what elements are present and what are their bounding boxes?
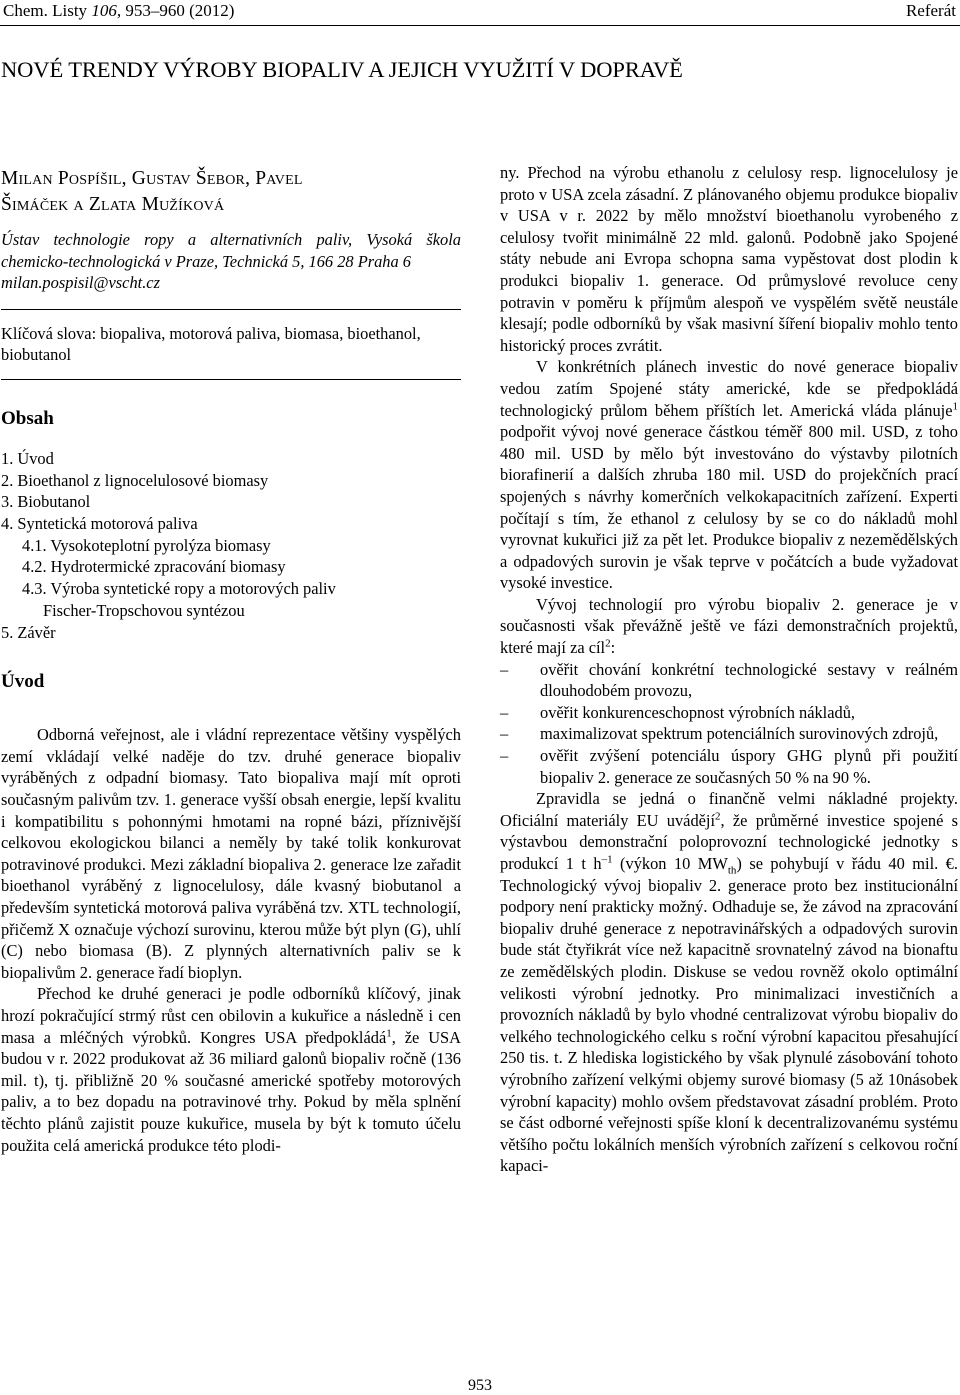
affiliation: [1, 229, 461, 294]
left-column: [1, 162, 461, 1156]
authors: [1, 166, 461, 218]
citation-ref[interactable]: 1: [386, 1027, 392, 1040]
section-heading-uvod: Úvod: [1, 671, 45, 693]
toc-subitem[interactable]: 4.3. Výroba syntetické ropy a motorových paliv: [22, 579, 336, 599]
right-paragraph-4: Zpravidla se jedná o finančně velmi nákladné projekty. Oficiální materiály EU uvádějí$^2$, že průměrné investice spojené s výstavbou demonstrační poloprovozní technologické jednotky s produkcí 1 t $h^{-1}$ (výkon 10 $MW_{th}$) se pohybují v řádu 40 mil. €. Technologický vývoj biopaliv 2. generace proto bez institucionální podpory není prakticky možný. Odhaduje se, že závod na zpracování biopaliv druhé generace z nepotravinářských a odpadových surovin bude stát čtyřikrát více než kapacitně srovnatelný závod na bionaftu ze zemědělských plodin. Diskuse se vedou rovněž okolo optimální velikosti výrobní jednotky. Pro minimalizaci investičních a provozních nákladů by bylo vhodné centralizovat výrobu biopaliv do velkého technologického celku s roční výrobní kapacitou přesahující 250 tis. t. Z hlediska logistického by však plynulé zásobování tohoto výrobního zařízení velkými objemy surové biomasy (5 až 10násobek výrobní kapacity) mohlo ovšem představovat zásadní problém. Proto se část odborné veřejnosti spíše kloní k decentralizovanému systému většího počtu lokálních menších výrobních zařízení s celkovou roční kapaci-: [500, 789, 959, 1176]
author-email[interactable]: milan.pospisil@vscht.cz: [1, 273, 160, 293]
toc-item[interactable]: 3. Biobutanol: [1, 492, 91, 512]
list-item: – maximalizovat spektrum potenciálních surovinových zdrojů,: [500, 723, 958, 745]
unit-subscript: th: [727, 864, 737, 877]
unit-exponent: –1: [601, 853, 613, 866]
affiliation-text: Ústav technologie ropy a alternativních paliv, Vysoká škola chemicko-technologická v Praze, Technická 5, 166 28 Praha 6: [1, 230, 461, 271]
toc-item[interactable]: 5. Závěr: [1, 622, 56, 642]
intro-body: [1, 724, 461, 1156]
intro-paragraph-2: Přechod ke druhé generaci je podle odborníků klíčový, jinak hrozí pokračující strmý růst cen obilovin a kukuřice a následně i cen masa a mléčných výrobků. Kongres USA předpokládá$^1$, že USA budou v r. 2022 produkovat až 36 miliard galonů biopaliv ročně (136 mil. t), tj. přibližně 20 % současné americké spotřeby motorových paliv, a to bez dopadu na potravinové trhy. Pokud by měla splnění těchto plánů zajistit pouze kukuřice, musela by být k tomuto účelu použita celá americká produkce této plodi-: [1, 984, 461, 1155]
keywords: Klíčová slova: biopaliva, motorová paliva, biomasa, bioethanol, biobutanol: [1, 323, 421, 365]
article-title: NOVÉ TRENDY VÝROBY BIOPALIV A JEJICH VYUŽITÍ V DOPRAVĚ: [1, 57, 683, 82]
toc-subitem[interactable]: 4.2. Hydrotermické zpracování biomasy: [22, 557, 286, 577]
toc-heading: Obsah: [1, 407, 54, 429]
citation-ref[interactable]: 2: [715, 810, 721, 823]
right-paragraph-3: Vývoj technologií pro výrobu biopaliv 2. generace je v současnosti však převážně ještě ve fázi demonstračních projektů, které mají za cíl$^2$:: [500, 594, 958, 658]
keywords-rule-bottom: [1, 379, 461, 380]
citation-ref[interactable]: 1: [952, 400, 958, 413]
authors-line-1: Milan Pospíšil, Gustav Šebor, Pavel: [1, 168, 303, 189]
keywords-rule-top: [1, 309, 461, 310]
right-paragraph-2: V konkrétních plánech investic do nové generace biopaliv vedou zatím Spojené státy americké, kde se předpokládá technologický průlom během příštích let. Americká vláda plánuje$^1$ podpořit vývoj nové generace částkou téměř 800 mil. USD, z toho 480 mil. USD by mělo být investováno do výstavby pilotních biorafinerií a dalších zhruba 180 mil. USD do projekčních prací spojených s návrhy komerčních velkokapacitních zařízení. Experti počítají s tím, že ethanol z celulosy by se co do nákladů mohl vyrovnat kukuřici již za pět let. Produkce biopaliv z nezemědělských a odpadových surovin je však teprve v počátcích a bude vyžadovat vysoké investice.: [500, 357, 958, 593]
citation-ref[interactable]: 2: [605, 637, 611, 650]
toc-item[interactable]: 2. Bioethanol z lignocelulosové biomasy: [1, 470, 269, 490]
list-item: – ověřit konkurenceschopnost výrobních nákladů,: [500, 702, 958, 724]
toc-item[interactable]: 4. Syntetická motorová paliva: [1, 514, 198, 534]
list-item: – ověřit chování konkrétní technologické sestavy v reálném dlouhodobém provozu,: [500, 659, 958, 702]
running-header-journal: Chem. Listy 106, 953–960 (2012): [3, 1, 235, 20]
right-paragraph-1: ny. Přechod na výrobu ethanolu z celulosy resp. lignocelulosy je proto v USA zcela zásadní. Z plánovaného objemu produkce biopaliv v USA v r. 2022 by mělo množství bioethanolu vyrobeného z celulosy tvořit minimálně 22 mld. galonů. Podobně jako Spojené státy nebude ani Evropa schopna sama vypěstovat dost plodin k produkci biopaliv 1. generace. Od průmyslové revoluce ceny potravin v poměru k příjmům alespoň ve vyspělém světě neustále klesají; podle odborníků by však masivní šíření biopaliv mohlo tento historický proces zvrátit.: [500, 163, 958, 355]
toc-subitem-continuation[interactable]: Fischer-Tropschovou syntézou: [43, 600, 245, 620]
page-number: 953: [468, 1377, 492, 1394]
table-of-contents: [1, 448, 461, 643]
intro-paragraph-1: Odborná veřejnost, ale i vládní reprezentace většiny vyspělých zemí vkládají velké naděje do tzv. druhé generace biopaliv vyráběných z odpadní biomasy. Tato biopaliva mají mít oproti současným palivům tzv. 1. generace vyšší obsah energie, lepší kvalitu i kompatibilitu s pohonnými hmotami na ropné bázi, příznivější celkovou ekologickou bilanci a neměly by také tolik konkurovat potravinové produkci. Mezi základní biopaliva 2. generace lze zařadit bioethanol vyráběný z lignocelulosy, dále kvasný biobutanol a především syntetická motorová paliva vyráběná tzv. XTL technologií, přičemž X označuje výchozí surovinu, kterou může být plyn (G), uhlí (C) nebo biomasa (B). Z plynných alternativních paliv se k biopalivům 2. generace řadí bioplyn.: [1, 725, 461, 982]
header-rule: [0, 25, 960, 26]
right-column: [500, 162, 958, 1177]
toc-subitem[interactable]: 4.1. Vysokoteplotní pyrolýza biomasy: [22, 535, 271, 555]
authors-line-2: Šimáček a Zlata Mužíková: [1, 194, 225, 215]
toc-item[interactable]: 1. Úvod: [1, 448, 54, 468]
goals-list: [500, 659, 958, 789]
journal-volume: 106: [91, 1, 117, 20]
list-item: – ověřit zvýšení potenciálu úspory GHG plynů při použití biopaliv 2. generace ze současných 50 % na 90 %.: [500, 745, 958, 788]
running-header-section: Referát: [905, 1, 956, 20]
